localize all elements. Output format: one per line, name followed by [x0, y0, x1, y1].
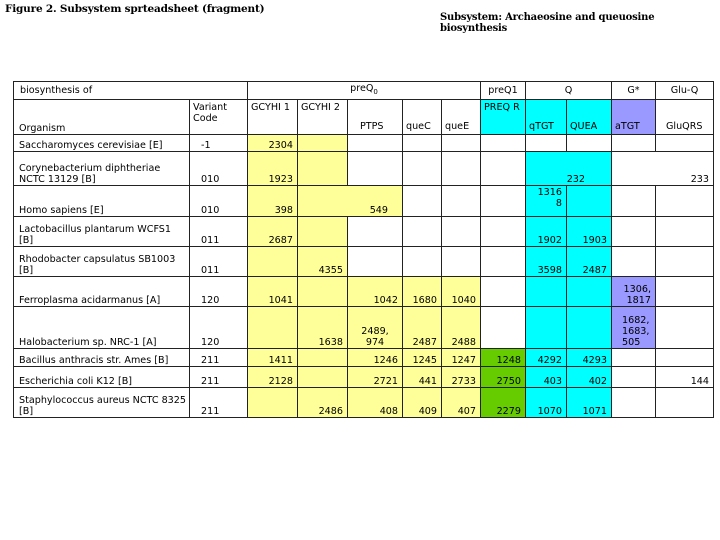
quec-cell	[403, 152, 442, 186]
column-header-row	[14, 100, 714, 135]
gcyhi1-cell: 1923	[248, 152, 298, 186]
quec-cell	[403, 135, 442, 152]
col-organism: Organism	[14, 100, 190, 135]
table-row	[14, 217, 714, 247]
preqr-cell	[481, 152, 526, 186]
group-q: Q	[526, 82, 612, 100]
quea-cell: 4293	[567, 349, 612, 367]
preqr-cell	[481, 135, 526, 152]
gcyhi2-cell	[298, 135, 348, 152]
quea-cell	[567, 135, 612, 152]
atgt-cell	[612, 135, 656, 152]
variant-cell: 011	[190, 247, 248, 277]
quec-cell	[403, 217, 442, 247]
table-row	[14, 367, 714, 388]
gcyhi1-cell: 2687	[248, 217, 298, 247]
quee-cell	[442, 217, 481, 247]
figure-title: Figure 2. Subsystem sprteadsheet (fragment)	[5, 3, 265, 15]
gcyhi2-cell	[298, 217, 348, 247]
quea-cell	[567, 277, 612, 307]
table-row	[14, 307, 714, 349]
quec-cell	[403, 186, 442, 217]
qtgt-cell	[526, 277, 567, 307]
group-preq1: preQ1	[481, 82, 526, 100]
quee-cell: 407	[442, 388, 481, 418]
subsystem-spreadsheet	[13, 81, 714, 418]
gcyhi1-cell: 2304	[248, 135, 298, 152]
col-gcyhi1: GCYHI 1	[248, 100, 298, 135]
qtgt-cell: 403	[526, 367, 567, 388]
quea-cell: 1903	[567, 217, 612, 247]
col-gluqrs: GluQRS	[656, 100, 714, 135]
atgt-cell	[612, 186, 656, 217]
quee-cell: 1040	[442, 277, 481, 307]
table-row	[14, 349, 714, 367]
gluqrs-cell: 233	[612, 152, 714, 186]
quec-cell	[403, 247, 442, 277]
atgt-cell	[612, 247, 656, 277]
quea-cell	[567, 307, 612, 349]
quea-cell: 402	[567, 367, 612, 388]
quec-cell: 1680	[403, 277, 442, 307]
ptps-cell: 1246	[348, 349, 403, 367]
qtgt-cell: 1902	[526, 217, 567, 247]
quee-cell	[442, 247, 481, 277]
group-preq0-subscript: 0	[373, 87, 378, 96]
ptps-cell: 2721	[348, 367, 403, 388]
organism-cell: Bacillus anthracis str. Ames [B]	[14, 349, 190, 367]
quea-cell: 1071	[567, 388, 612, 418]
qtgt-cell: 4292	[526, 349, 567, 367]
qtgt-cell: 1316 8	[526, 186, 567, 217]
atgt-cell: 1306, 1817	[612, 277, 656, 307]
table-row	[14, 277, 714, 307]
quec-cell: 441	[403, 367, 442, 388]
quee-cell	[442, 135, 481, 152]
group-gstar: G*	[612, 82, 656, 100]
organism-cell: Rhodobacter capsulatus SB1003 [B]	[14, 247, 190, 277]
ptps-cell	[348, 135, 403, 152]
gluqrs-cell	[656, 349, 714, 367]
subsystem-title: Subsystem: Archaeosine and queuosine biosynthesis	[440, 12, 655, 34]
variant-cell: 011	[190, 217, 248, 247]
quec-cell: 1245	[403, 349, 442, 367]
variant-cell: -1	[190, 135, 248, 152]
gcyhi2-cell	[298, 152, 348, 186]
qtgt-cell	[526, 307, 567, 349]
ptps-cell: 2489, 974	[348, 307, 403, 349]
variant-cell: 211	[190, 367, 248, 388]
variant-cell: 120	[190, 307, 248, 349]
gcyhi1-cell	[248, 247, 298, 277]
table-row	[14, 186, 714, 217]
preqr-cell: 2279	[481, 388, 526, 418]
col-quec: queC	[403, 100, 442, 135]
organism-cell: Corynebacterium diphtheriae NCTC 13129 [B]	[14, 152, 190, 186]
gluqrs-cell	[656, 277, 714, 307]
table-row	[14, 388, 714, 418]
qtgt-cell: 1070	[526, 388, 567, 418]
variant-cell: 010	[190, 186, 248, 217]
preqr-cell	[481, 186, 526, 217]
quec-cell: 409	[403, 388, 442, 418]
gcyhi1-cell: 398	[248, 186, 298, 217]
gcyhi2-cell: 1638	[298, 307, 348, 349]
variant-cell: 120	[190, 277, 248, 307]
organism-cell: Halobacterium sp. NRC-1 [A]	[14, 307, 190, 349]
quee-cell	[442, 152, 481, 186]
col-quea: QUEA	[567, 100, 612, 135]
quee-cell: 2488	[442, 307, 481, 349]
table-row	[14, 135, 714, 152]
gluqrs-cell: 144	[656, 367, 714, 388]
table-row	[14, 152, 714, 186]
group-biosynthesis: biosynthesis of	[14, 82, 248, 100]
col-qtgt: qTGT	[526, 100, 567, 135]
col-variant-code: Variant Code	[190, 100, 248, 135]
gcyhi2-cell	[298, 349, 348, 367]
organism-cell: Staphylococcus aureus NCTC 8325 [B]	[14, 388, 190, 418]
preqr-cell	[481, 217, 526, 247]
group-gluq: Glu-Q	[656, 82, 714, 100]
preqr-cell	[481, 307, 526, 349]
atgt-cell	[612, 388, 656, 418]
atgt-cell	[612, 217, 656, 247]
preqr-cell: 2750	[481, 367, 526, 388]
organism-cell: Homo sapiens [E]	[14, 186, 190, 217]
group-preq0	[248, 82, 481, 100]
gcyhi2-cell: 4355	[298, 247, 348, 277]
preqr-cell	[481, 247, 526, 277]
group-preq0-label: preQ	[350, 83, 374, 95]
organism-cell: Ferroplasma acidarmanus [A]	[14, 277, 190, 307]
variant-cell: 010	[190, 152, 248, 186]
ptps-cell: 1042	[348, 277, 403, 307]
col-atgt: aTGT	[612, 100, 656, 135]
col-preqr: PREQ R	[481, 100, 526, 135]
atgt-cell	[612, 367, 656, 388]
gcyhi1-cell: 1411	[248, 349, 298, 367]
ptps-cell	[348, 152, 403, 186]
group-header-row	[14, 82, 714, 100]
qtgt-cell	[526, 135, 567, 152]
atgt-cell	[612, 349, 656, 367]
gcyhi1-cell	[248, 388, 298, 418]
gcyhi1-cell: 1041	[248, 277, 298, 307]
quee-cell: 2733	[442, 367, 481, 388]
table-row	[14, 247, 714, 277]
quec-cell: 2487	[403, 307, 442, 349]
atgt-cell: 1682, 1683, 505	[612, 307, 656, 349]
organism-cell: Saccharomyces cerevisiae [E]	[14, 135, 190, 152]
gcyhi1-cell: 2128	[248, 367, 298, 388]
col-quee: queE	[442, 100, 481, 135]
ptps-cell	[348, 217, 403, 247]
preqr-cell: 1248	[481, 349, 526, 367]
gcyhi2-cell: 2486	[298, 388, 348, 418]
preqr-cell	[481, 277, 526, 307]
gcyhi2-cell	[298, 277, 348, 307]
ptps-cell	[348, 247, 403, 277]
quea-cell	[567, 186, 612, 217]
qtgt-cell: 3598	[526, 247, 567, 277]
qtgt-cell: 232	[526, 152, 612, 186]
ptps-cell: 549	[298, 186, 403, 217]
organism-cell: Lactobacillus plantarum WCFS1 [B]	[14, 217, 190, 247]
variant-cell: 211	[190, 349, 248, 367]
organism-cell: Escherichia coli K12 [B]	[14, 367, 190, 388]
gluqrs-cell	[656, 135, 714, 152]
gluqrs-cell	[656, 247, 714, 277]
ptps-cell: 408	[348, 388, 403, 418]
quee-cell	[442, 186, 481, 217]
col-gcyhi2: GCYHI 2	[298, 100, 348, 135]
gluqrs-cell	[656, 388, 714, 418]
variant-cell: 211	[190, 388, 248, 418]
quee-cell: 1247	[442, 349, 481, 367]
gluqrs-cell	[656, 186, 714, 217]
gluqrs-cell	[656, 307, 714, 349]
gcyhi2-cell	[298, 367, 348, 388]
col-ptps: PTPS	[348, 100, 403, 135]
gluqrs-cell	[656, 217, 714, 247]
gcyhi1-cell	[248, 307, 298, 349]
quea-cell: 2487	[567, 247, 612, 277]
